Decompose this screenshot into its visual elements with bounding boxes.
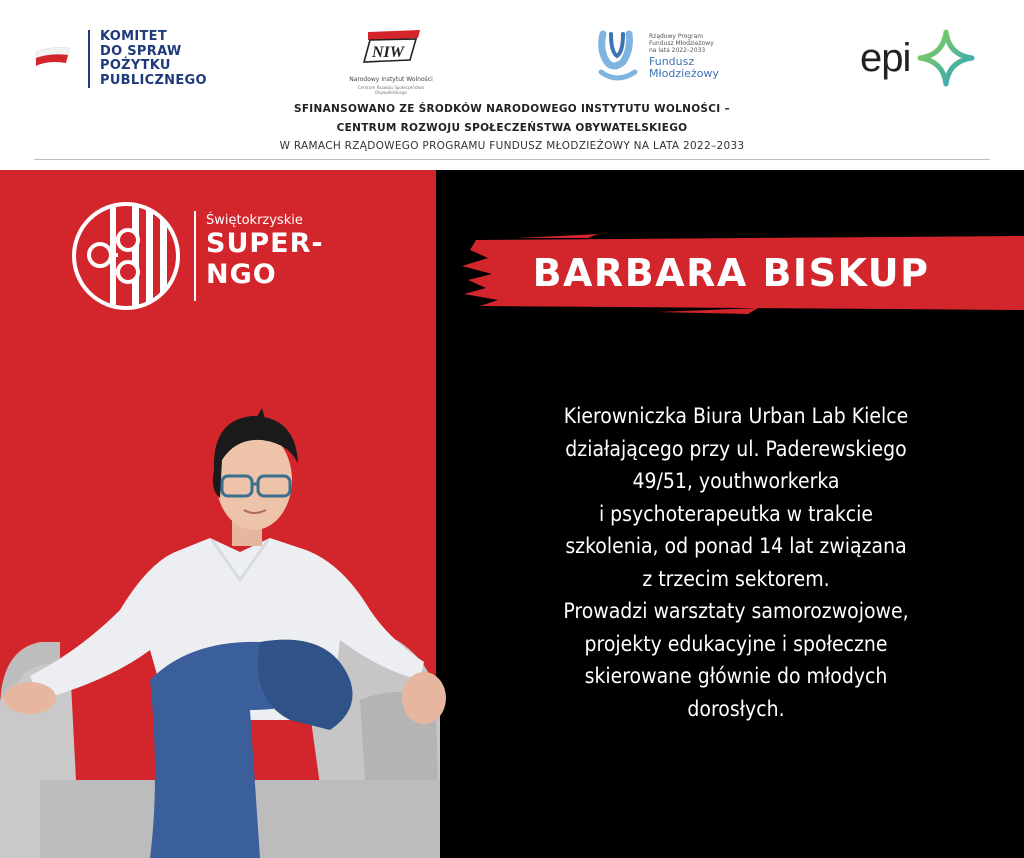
kpp-name bbox=[100, 30, 207, 88]
bio-line: i psychoterapeutka w trakcie bbox=[598, 501, 874, 526]
bio-line: szkolenia, od ponad 14 lat związana bbox=[565, 534, 907, 558]
niw-mark-text: NIW bbox=[371, 44, 405, 61]
funding-line: W RAMACH RZĄDOWEGO PROGRAMU FUNDUSZ MŁODZIEŻOWY NA LATA 2022–2033 bbox=[279, 140, 745, 152]
bio-line: Prowadzi warsztaty samorozwojowe, bbox=[563, 599, 909, 623]
epi-wordmark: epi bbox=[860, 35, 911, 80]
super-ngo-texts bbox=[194, 211, 324, 301]
funding-line: CENTRUM ROZWOJU SPOŁECZEŃSTWA OBYWATELSKIEGO bbox=[336, 122, 688, 134]
funding-header bbox=[0, 0, 1024, 170]
kpp-line: POŻYTKU bbox=[100, 58, 171, 73]
niw-subcaption: Centrum Rozwoju Społeczeństwa Obywatelskiego bbox=[357, 85, 425, 95]
epi-star-icon bbox=[916, 28, 976, 88]
funding-line: SFINANSOWANO ZE ŚRODKÓW NARODOWEGO INSTYTUTU WOLNOŚCI – bbox=[293, 103, 731, 115]
portrait-photo bbox=[0, 380, 460, 858]
fundusz-mlodziezowy-logo bbox=[595, 28, 719, 84]
niw-mark-icon bbox=[346, 28, 436, 70]
fm-small-line: Fundusz Młodzieżowy bbox=[649, 39, 714, 47]
bio-line: dorosłych. bbox=[687, 696, 785, 721]
fm-small-line: na lata 2022–2033 bbox=[649, 46, 706, 54]
ngo-region: Świętokrzyskie bbox=[206, 213, 303, 228]
funding-statement bbox=[0, 100, 1024, 155]
bio-line: skierowane głównie do młodych bbox=[584, 664, 888, 688]
super-ngo-emblem-icon bbox=[70, 200, 182, 312]
person-name: BARBARA BISKUP bbox=[532, 251, 930, 295]
fm-small-line: Rządowy Program bbox=[649, 32, 704, 40]
bio-line: Kierowniczka Biura Urban Lab Kielce bbox=[563, 404, 909, 428]
bio-line: działającego przy ul. Paderewskiego bbox=[565, 436, 907, 461]
person-bio bbox=[476, 400, 996, 725]
fm-text bbox=[649, 33, 719, 80]
bio-line: projekty edukacyjne i społeczne bbox=[584, 631, 888, 656]
fm-v-icon bbox=[595, 28, 641, 84]
header-divider bbox=[34, 159, 990, 160]
ngo-name-line: SUPER- bbox=[206, 228, 324, 259]
fm-big-line: Młodzieżowy bbox=[649, 66, 719, 80]
niw-caption: Narodowy Instytut Wolności bbox=[349, 76, 433, 83]
epi-logo bbox=[860, 28, 976, 88]
bio-line: 49/51, youthworkerka bbox=[632, 469, 840, 493]
niw-logo bbox=[346, 28, 436, 95]
fm-big-line: Fundusz bbox=[649, 54, 695, 68]
kpp-line: KOMITET bbox=[100, 29, 168, 44]
kpp-line: DO SPRAW bbox=[100, 43, 182, 59]
name-banner bbox=[458, 228, 1024, 318]
kpp-logo bbox=[34, 30, 207, 88]
super-ngo-logo bbox=[70, 200, 324, 312]
polish-flag-icon bbox=[34, 44, 72, 84]
kpp-divider bbox=[88, 30, 90, 88]
bio-line: z trzecim sektorem. bbox=[642, 566, 830, 591]
ngo-name-line: NGO bbox=[206, 259, 277, 290]
kpp-line: PUBLICZNEGO bbox=[100, 72, 207, 88]
